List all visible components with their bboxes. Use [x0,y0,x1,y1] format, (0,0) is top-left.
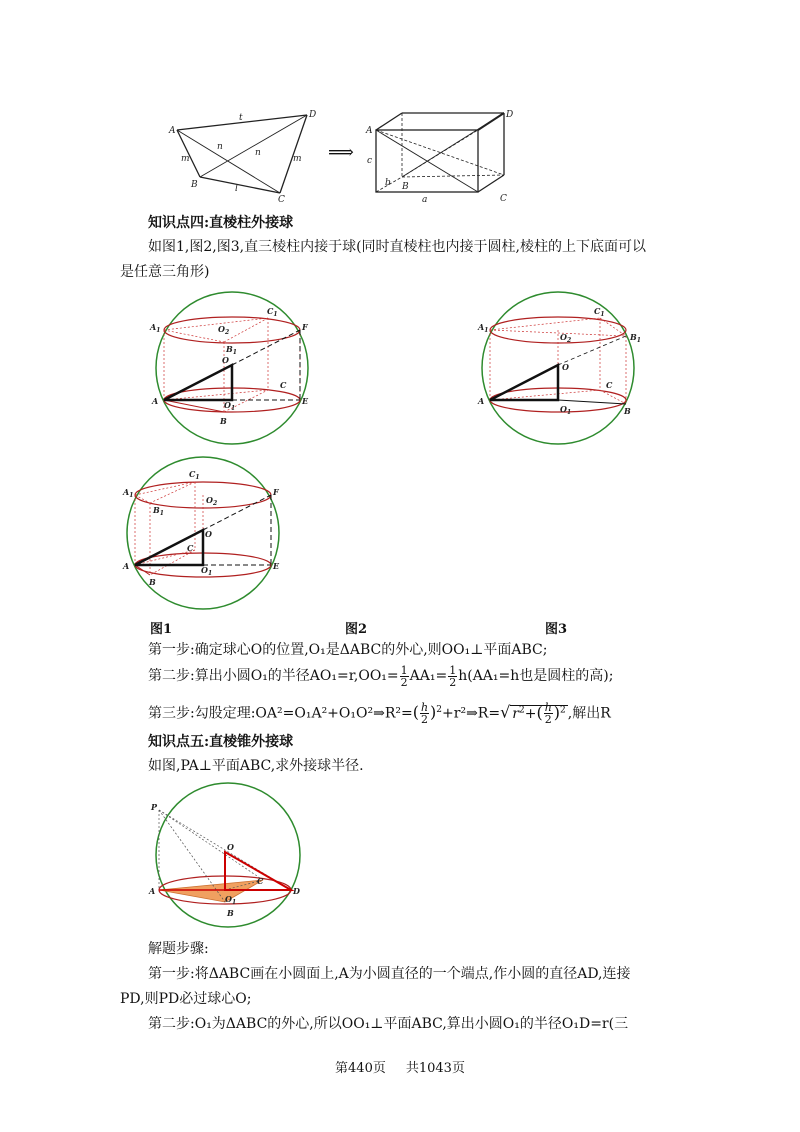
label-E: E [273,561,280,571]
label-B1: $B_1$ [630,332,641,344]
label-B: B [624,406,631,416]
step-3: 第三步:勾股定理:OA²=O₁A²+O₁O²⇒R²=( $\frac{h}{2}$ )$^2$+r²⇒R=√ $r^2+$( $\frac{h}{2}$ )$^2$ ,解出R [148,701,611,727]
sphere-figure-2 [470,290,650,450]
label-A1: $A_1$ [123,487,134,499]
label-B: B [191,180,198,190]
label-O: O [227,842,234,852]
section-heading-4: 知识点四:直棱柱外接球 [148,215,294,231]
step-2: 第二步:算出小圆O₁的半径AO₁=r,OO₁= $\frac{1}{2}$ AA₁= $\frac{1}{2}$ h(AA₁=h也是圆柱的高); [148,663,614,689]
label-B: B [149,577,156,587]
caption-figure-1: 图1 [150,622,173,637]
tetrahedron-figure [165,105,335,205]
label-C: C [187,543,194,553]
label-B1: $B_1$ [226,344,237,356]
label-t: t [239,113,243,123]
solution-step-2: 第二步:O₁为ΔABC的外心,所以OO₁⊥平面ABC,算出小圆O₁的半径O₁D=r(三 [148,1016,629,1032]
label-C: C [280,380,287,390]
sphere-figure-1 [140,290,320,450]
label-l: l [235,184,238,194]
caption-figure-3: 图3 [545,622,568,637]
label-O2: $O_2$ [206,495,218,507]
label-A: A [478,396,485,406]
label-P: P [151,802,158,812]
caption-figure-2: 图2 [345,622,368,637]
solution-heading: 解题步骤: [148,941,209,957]
label-E: E [302,396,309,406]
solution-step-1: 第一步:将ΔABC画在小圆面上,A为小圆直径的一个端点,作小圆的直径AD,连接 [148,966,631,982]
label-C: C [278,195,285,205]
label-C: C [500,194,507,204]
label-n: n [217,142,223,152]
fraction-half: $\frac{1}{2}$ [400,663,408,689]
label-O2: $O_2$ [560,332,572,344]
label-O1: $O_1$ [225,894,237,906]
label-B: B [220,416,227,426]
label-C1: $C_1$ [189,469,200,481]
paragraph-line: 如图1,图2,图3,直三棱柱内接于球(同时直棱柱也内接于圆柱,棱柱的上下底面可以 [148,239,646,255]
label-D: D [293,886,300,896]
page-total: 共1043页 [405,1061,465,1076]
label-O: O [205,529,212,539]
step-1: 第一步:确定球心O的位置,O₁是ΔABC的外心,则OO₁⊥平面ABC; [148,642,548,658]
paragraph-line: 如图,PA⊥平面ABC,求外接球半径. [148,758,364,774]
fraction-half: $\frac{1}{2}$ [449,663,457,689]
label-D: D [506,110,514,120]
paragraph-line: 是任意三角形) [120,264,210,280]
label-F: F [273,487,279,497]
label-n: n [255,148,261,158]
label-F: F [302,322,308,332]
label-B1: $B_1$ [153,505,164,517]
label-O1: $O_1$ [560,404,572,416]
label-D: D [309,110,317,120]
label-O: O [222,355,229,365]
fraction-h-half: $\frac{h}{2}$ [544,701,552,727]
label-A1: $A_1$ [150,322,161,334]
label-C1: $C_1$ [594,306,605,318]
label-B: B [227,908,234,918]
page-footer [0,1057,800,1076]
label-C1: $C_1$ [267,306,278,318]
page-number: 第440页 [335,1061,386,1076]
label-C: C [257,876,264,886]
solution-step-1-cont: PD,则PD必过球心O; [120,991,252,1007]
label-A: A [149,886,156,896]
section-heading-5: 知识点五:直棱锥外接球 [148,734,294,750]
label-A: A [366,126,373,136]
label-C: C [606,380,613,390]
label-m: m [293,154,302,164]
label-O: O [562,362,569,372]
label-a: a [422,195,428,205]
label-O2: $O_2$ [218,324,230,336]
label-A: A [152,396,159,406]
label-A: A [123,561,130,571]
label-O1: $O_1$ [224,400,236,412]
label-c: c [367,156,373,166]
label-m: m [181,154,190,164]
box-figure [362,105,522,205]
label-B: B [402,182,409,192]
label-b: b [385,178,391,188]
label-O1: $O_1$ [201,565,213,577]
fraction-h-half: $\frac{h}{2}$ [420,701,429,727]
label-A1: $A_1$ [478,322,489,334]
arrow-icon: ⟹ [328,142,354,163]
label-A: A [169,126,176,136]
sphere-figure-3 [115,455,295,615]
cone-sphere-figure [145,780,315,930]
